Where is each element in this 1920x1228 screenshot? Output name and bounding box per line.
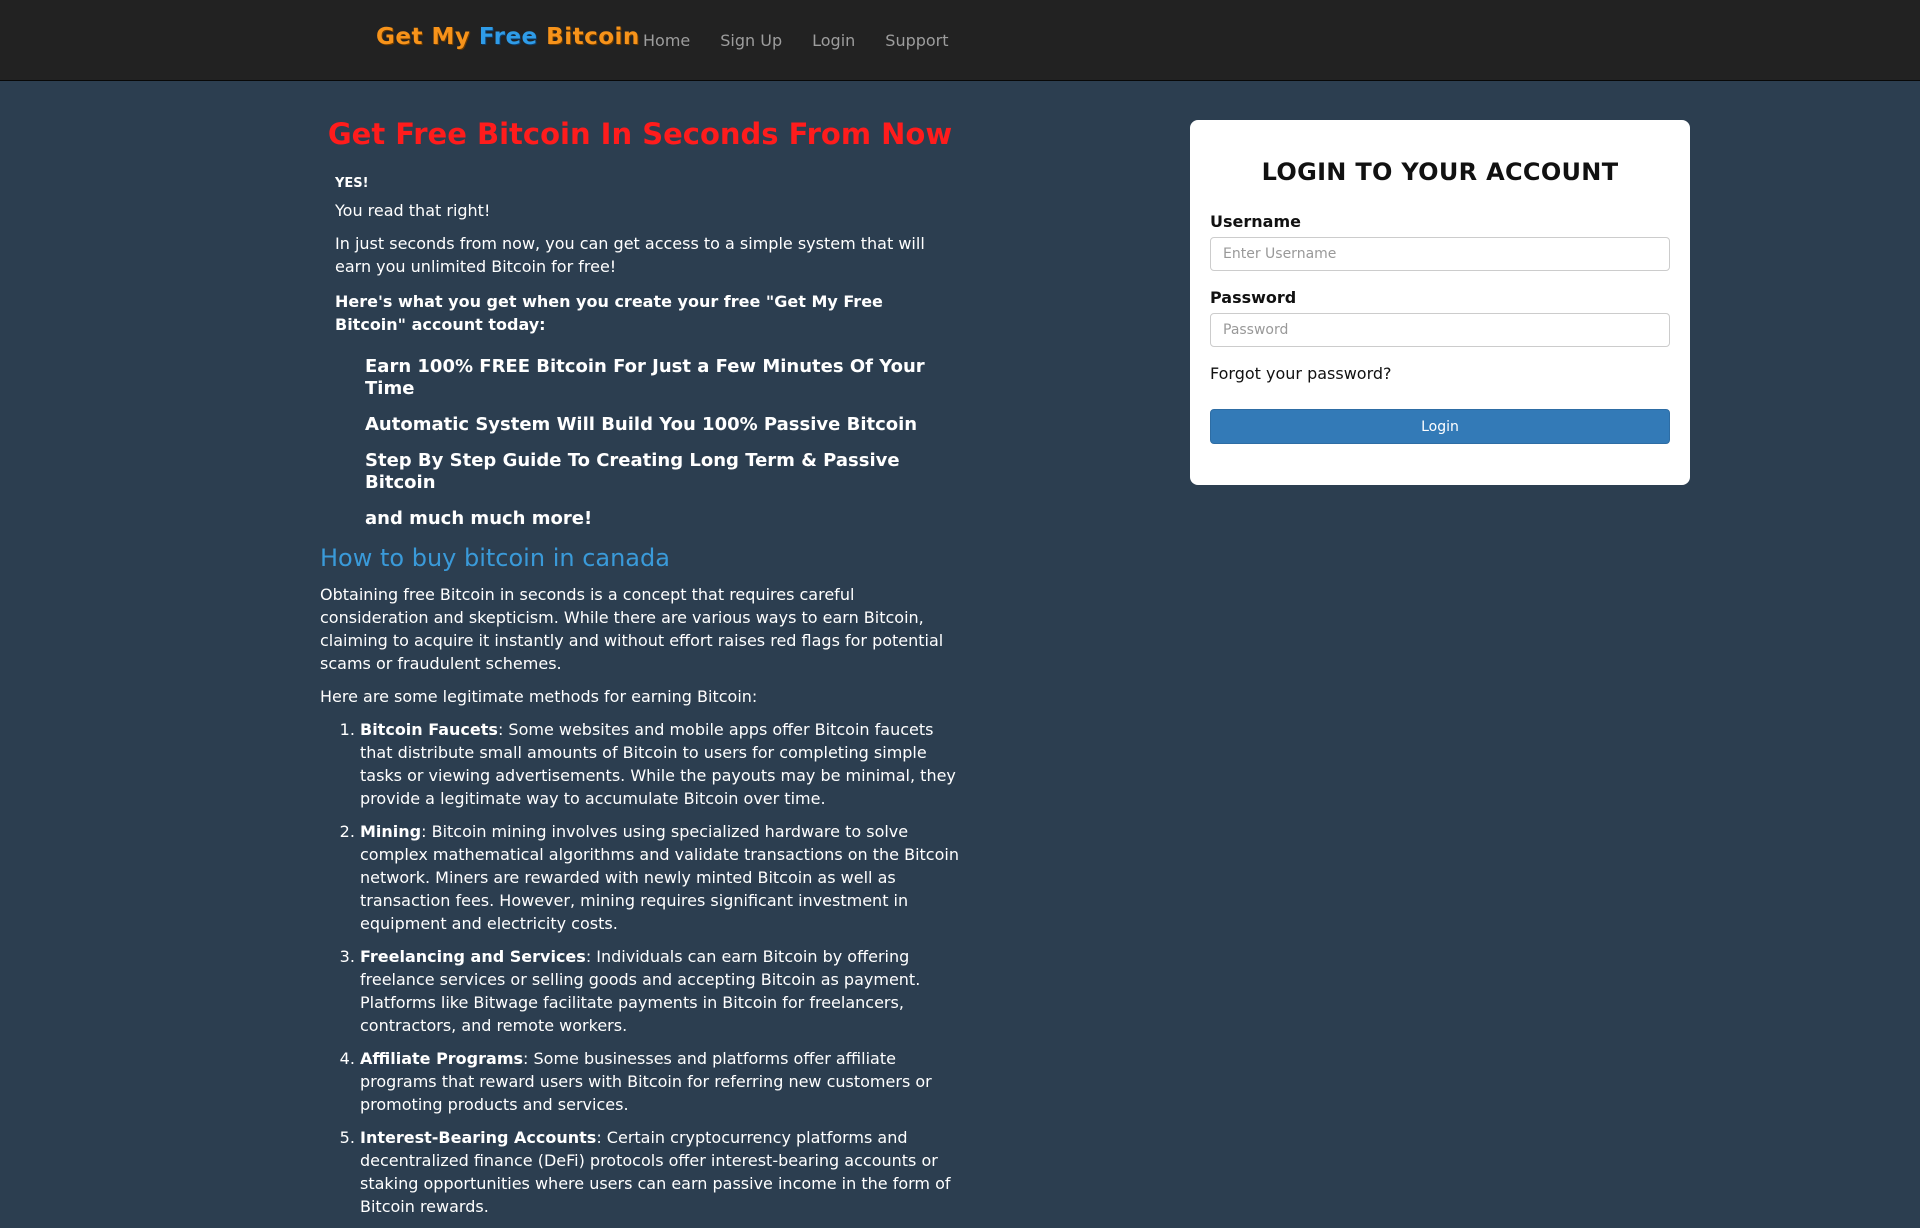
method-item (360, 1126, 960, 1218)
method-text: : Some websites and mobile apps offer Bitcoin faucets that distribute small amounts of Bitcoin to users for completing simple tasks or viewing advertisements. While the payouts may be minimal, they provide a legitimate way to accumulate Bitcoin over time. (360, 719, 956, 808)
method-item (360, 718, 960, 810)
intro-p1: You read that right! (335, 200, 491, 220)
login-card (1190, 120, 1690, 485)
main-content (320, 81, 960, 1228)
methods-list (320, 718, 960, 1218)
intro-p3: Here's what you get when you create your free "Get My Free Bitcoin" account today: (335, 291, 883, 334)
forgot-password-link[interactable]: Forgot your password? (1210, 364, 1392, 383)
method-text: : Bitcoin mining involves using specialized hardware to solve complex mathematical algorithms and validate transactions on the Bitcoin network. Miners are rewarded with newly minted Bitcoin as well as transaction fees. However, mining requires significant investment in equipment and electricity costs. (360, 821, 959, 933)
intro-section (320, 176, 960, 530)
article-p2: Here are some legitimate methods for earning Bitcoin: (320, 686, 758, 706)
hero-title: Get Free Bitcoin In Seconds From Now (327, 117, 953, 151)
password-input[interactable] (1210, 313, 1670, 347)
method-name: Mining (360, 821, 422, 841)
method-name: Freelancing and Services (360, 946, 586, 966)
method-name: Bitcoin Faucets (360, 719, 498, 739)
login-title: LOGIN TO YOUR ACCOUNT (1261, 158, 1619, 186)
perk-item: Earn 100% FREE Bitcoin For Just a Few Minutes Of Your Time (365, 355, 925, 399)
perk-item: Step By Step Guide To Creating Long Term & Passive Bitcoin (365, 449, 900, 493)
nav-link-home[interactable]: Home (643, 31, 691, 50)
login-button[interactable]: Login (1210, 409, 1670, 444)
username-label: Username (1210, 212, 1301, 231)
perk-item: and much much more! (365, 507, 593, 529)
method-item (360, 1047, 960, 1116)
nav-link-login[interactable]: Login (812, 31, 856, 50)
brand-text-part2: Free (478, 24, 538, 50)
brand-text-part1: Get My (376, 24, 479, 50)
intro-p2: In just seconds from now, you can get access to a simple system that will earn you unlimited Bitcoin for free! (335, 233, 925, 276)
perks-list (335, 356, 945, 530)
brand-text-part3: Bitcoin (537, 24, 640, 50)
method-name: Interest-Bearing Accounts (360, 1127, 597, 1147)
nav-links (628, 0, 964, 81)
top-navbar (0, 0, 1920, 81)
nav-link-support[interactable]: Support (885, 31, 949, 50)
method-item (360, 820, 960, 935)
password-label: Password (1210, 288, 1297, 307)
nav-link-sign-up[interactable]: Sign Up (720, 31, 783, 50)
method-text: : Some businesses and platforms offer affiliate programs that reward users with Bitcoin for referring new customers or promoting products and services. (360, 1048, 932, 1114)
perk-item: Automatic System Will Build You 100% Passive Bitcoin (365, 413, 918, 435)
article-p1: Obtaining free Bitcoin in seconds is a concept that requires careful consideration and skepticism. While there are various ways to earn Bitcoin, claiming to acquire it instantly and without effort raises red flags for potential scams or fraudulent schemes. (320, 584, 944, 673)
article-title: How to buy bitcoin in canada (320, 543, 670, 572)
method-text: : Certain cryptocurrency platforms and decentralized finance (DeFi) protocols offer interest-bearing accounts or staking opportunities where users can earn passive income in the form of Bitcoin rewards. (360, 1127, 951, 1216)
method-item (360, 945, 960, 1037)
username-input[interactable] (1210, 237, 1670, 271)
brand-logo[interactable] (376, 24, 640, 50)
method-text: : Individuals can earn Bitcoin by offering freelance services or selling goods and accepting Bitcoin as payment. Platforms like Bitwage facilitate payments in Bitcoin for freelancers, contractors, and remote workers. (360, 946, 921, 1035)
yes-text: YES! (335, 175, 369, 191)
method-name: Affiliate Programs (360, 1048, 524, 1068)
